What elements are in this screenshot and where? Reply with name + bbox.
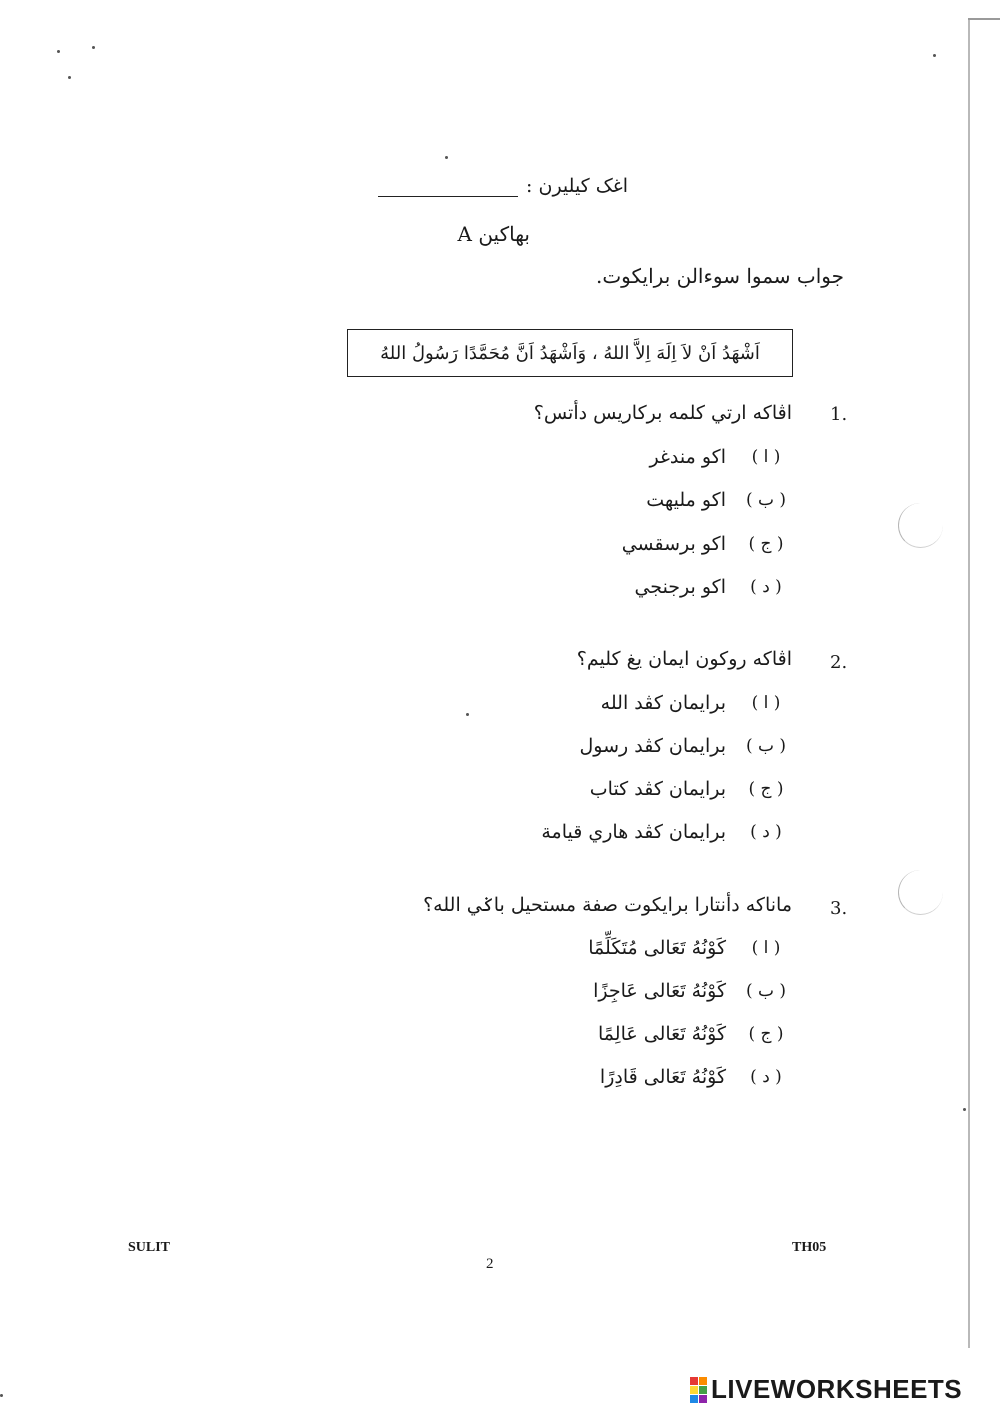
option-letter: ( د ) [750,577,782,597]
page-edge-tick [968,18,1000,20]
option-text: اکو مندغر [649,446,726,468]
liveworksheets-watermark[interactable] [690,1374,962,1405]
scan-speck [92,46,95,49]
option-text: كَوْنُهُ تَعَالى عَالِمًا [598,1023,726,1045]
footer-code: TH05 [792,1240,827,1255]
option-letter: ( ا ) [751,447,781,467]
answer-option[interactable] [580,735,793,757]
option-letter: ( ج ) [748,779,784,799]
scan-speck [963,1108,966,1111]
scan-speck [68,76,71,79]
liveworksheets-logo-icon [690,1377,707,1403]
option-letter: ( ا ) [751,938,781,958]
question-text: ماناکه دأنتارا برايکوت صفة مستحيل باݢي الله؟ [423,894,792,916]
option-letter: ( ا ) [751,693,781,713]
logo-square [690,1386,698,1394]
answer-option[interactable] [634,576,792,598]
option-letter: ( د ) [750,1067,782,1087]
option-text: كَوْنُهُ تَعَالى قَادِرًا [599,1066,726,1088]
watermark-text: LIVEWORKSHEETS [711,1374,963,1404]
question-number: 3. [830,898,848,919]
answer-option[interactable] [541,821,792,843]
name-field [378,175,628,197]
question-number: 1. [830,404,848,425]
answer-option[interactable] [600,1066,792,1088]
option-letter: ( ب ) [745,736,787,756]
scan-speck [933,54,936,57]
question-number: 2. [830,652,848,673]
answer-option[interactable] [622,533,792,555]
question-text: اڤاکه ارتي کلمه برکاريس دأتس؟ [533,402,792,424]
logo-square [699,1377,707,1385]
logo-square [699,1386,707,1394]
question-text: اڤاکه روکون ايمان يغ کليم؟ [576,648,792,670]
option-letter: ( د ) [750,822,782,842]
option-text: برايمان کڤد کتاب [589,778,726,800]
logo-square [699,1395,707,1403]
option-letter: ( ج ) [748,1024,784,1044]
option-text: اکو برجنجي [634,576,726,598]
logo-square [690,1395,698,1403]
option-text: برايمان کڤد رسول [579,735,726,757]
answer-option[interactable] [593,980,792,1002]
page-edge-line [968,18,970,1348]
answer-option[interactable] [650,446,792,468]
name-blank-line[interactable] [378,178,518,197]
scan-speck [445,156,448,159]
option-text: برايمان کڤد الله [600,692,726,714]
answer-option[interactable] [601,692,792,714]
shahada-text: اَشْهَدُ اَنْ لاَ اِلَهَ اِلاَّ اللهُ ، وَاَشْهَدُ اَنَّ مُحَمَّدًا رَسُولُ اللهُ [380,342,760,364]
footer-sulit: SULIT [128,1240,171,1255]
punch-hole-mark [898,870,943,915]
option-letter: ( ب ) [745,981,787,1001]
scan-speck [0,1394,3,1397]
option-text: اکو برسقسي [621,533,726,555]
scan-speck [57,50,60,53]
answer-option[interactable] [598,1023,792,1045]
page-number: 2 [486,1256,494,1272]
option-text: اکو مليهت [646,489,726,511]
section-title: بهاکين A [457,222,530,246]
answer-option[interactable] [646,489,792,511]
option-text: برايمان کڤد هاري قيامة [541,821,726,843]
punch-hole-mark [898,503,943,548]
option-letter: ( ب ) [745,490,787,510]
option-letter: ( ج ) [748,534,784,554]
shahada-box [347,329,793,377]
option-text: كَوْنُهُ تَعَالى عَاجِزًا [593,980,726,1002]
name-label: اغک کيليرن : [526,175,628,197]
answer-option[interactable] [588,937,792,959]
instruction-text: جواب سموا سوءالن برايکوت. [595,264,844,288]
scan-speck [466,713,469,716]
option-text: كَوْنُهُ تَعَالى مُتَكَلِّمًا [588,937,726,959]
logo-square [690,1377,698,1385]
answer-option[interactable] [590,778,792,800]
